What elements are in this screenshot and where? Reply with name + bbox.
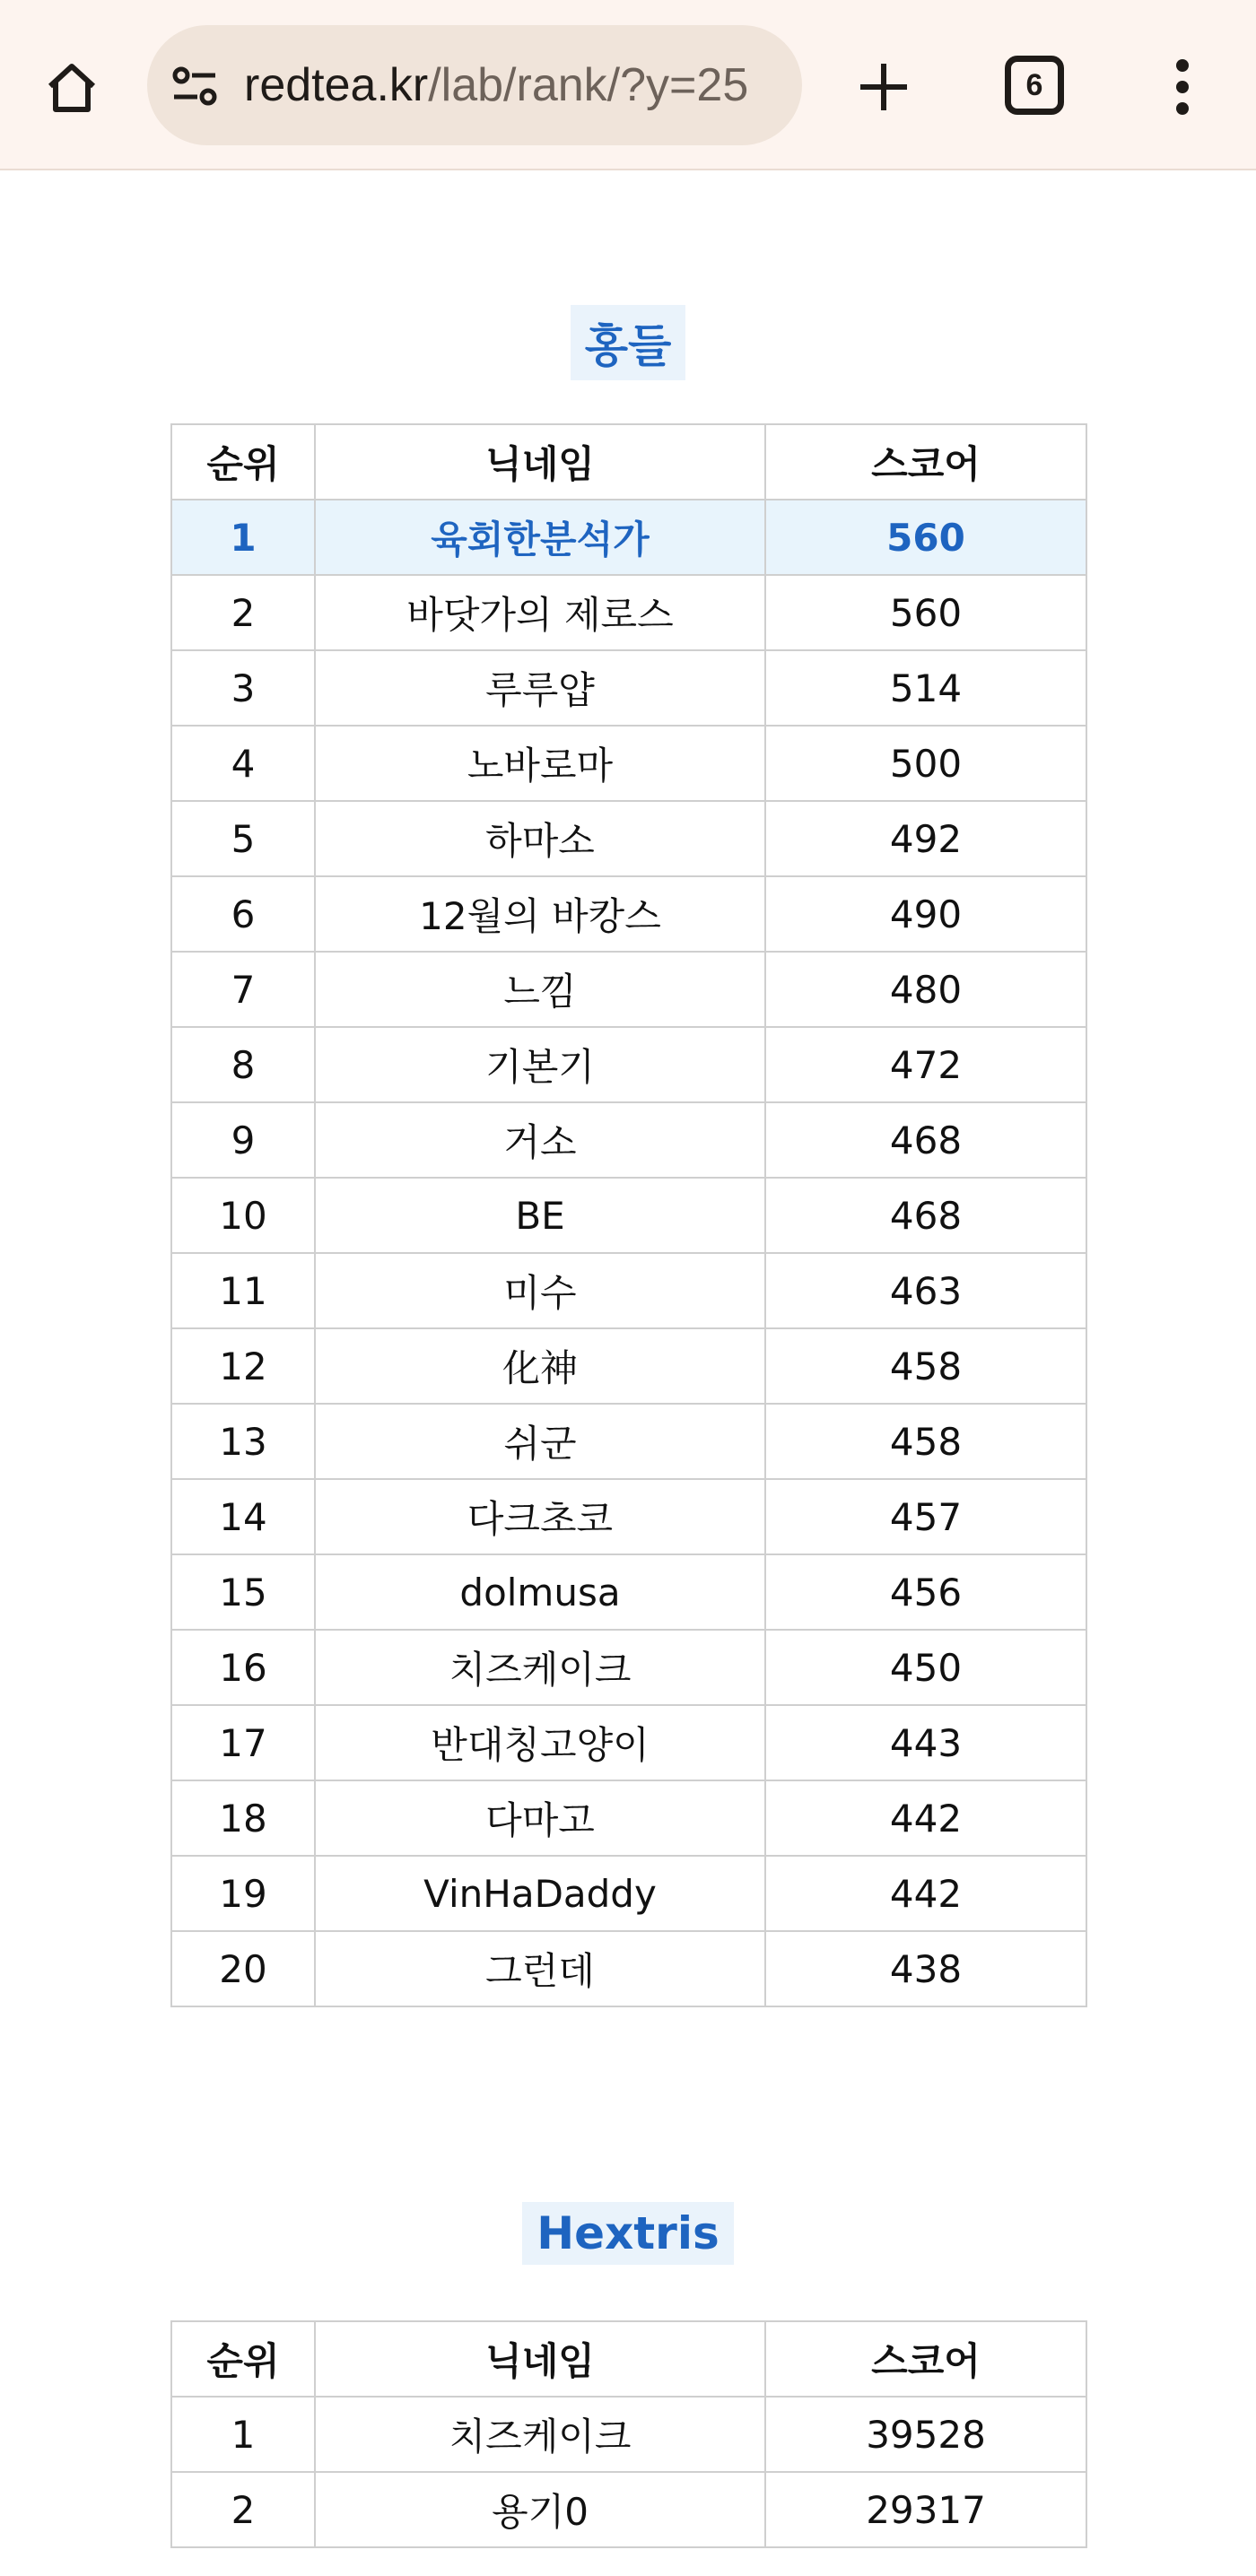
rank-cell: 1: [171, 500, 315, 575]
score-cell: 458: [765, 1328, 1086, 1404]
rank-cell: 7: [171, 952, 315, 1027]
table-row: [171, 575, 1086, 650]
rank-cell: 18: [171, 1780, 315, 1856]
table-row: [171, 876, 1086, 952]
score-cell: 438: [765, 1931, 1086, 2006]
nickname-cell: 반대칭고양이: [315, 1705, 765, 1780]
table-row: [171, 2397, 1086, 2472]
table-row: [171, 1705, 1086, 1780]
table-row: [171, 1404, 1086, 1479]
section-title-text: Hextris: [522, 2202, 733, 2265]
ranking-table: [170, 423, 1087, 2007]
nickname-cell: 미수: [315, 1253, 765, 1328]
nickname-cell: VinHaDaddy: [315, 1856, 765, 1931]
rank-cell: 2: [171, 575, 315, 650]
table-row: [171, 500, 1086, 575]
table-row: [171, 1630, 1086, 1705]
table-row: [171, 1102, 1086, 1178]
ranking-table: [170, 2320, 1087, 2548]
more-menu-icon[interactable]: [1157, 47, 1208, 127]
rank-cell: 9: [171, 1102, 315, 1178]
nickname-cell: 그런데: [315, 1931, 765, 2006]
rank-cell: 14: [171, 1479, 315, 1554]
score-cell: 490: [765, 876, 1086, 952]
nickname-cell: 노바로마: [315, 726, 765, 801]
site-info-icon[interactable]: [170, 63, 221, 109]
url-host: redtea.kr: [244, 59, 429, 111]
url-text[interactable]: [244, 25, 748, 145]
rank-cell: 6: [171, 876, 315, 952]
header-rank: 순위: [171, 2321, 315, 2397]
table-row: [171, 1479, 1086, 1554]
score-cell: 442: [765, 1856, 1086, 1931]
rank-cell: 20: [171, 1931, 315, 2006]
score-cell: 443: [765, 1705, 1086, 1780]
nickname-cell: 용기0: [315, 2472, 765, 2547]
table-row: [171, 1554, 1086, 1630]
nickname-cell: BE: [315, 1178, 765, 1253]
header-rank: 순위: [171, 424, 315, 500]
nickname-cell: 바닷가의 제로스: [315, 575, 765, 650]
nickname-cell: 루루얍: [315, 650, 765, 726]
nickname-cell: 느낌: [315, 952, 765, 1027]
score-cell: 500: [765, 726, 1086, 801]
table-row: [171, 1328, 1086, 1404]
browser-toolbar: [0, 0, 1256, 170]
table-row: [171, 2472, 1086, 2547]
new-tab-icon[interactable]: [843, 47, 924, 127]
score-cell: 492: [765, 801, 1086, 876]
score-cell: 468: [765, 1102, 1086, 1178]
nickname-cell: 기본기: [315, 1027, 765, 1102]
score-cell: 29317: [765, 2472, 1086, 2547]
nickname-cell: 12월의 바캉스: [315, 876, 765, 952]
score-cell: 458: [765, 1404, 1086, 1479]
section-title: [0, 2202, 1256, 2265]
table-row: [171, 1027, 1086, 1102]
rank-cell: 13: [171, 1404, 315, 1479]
rank-cell: 12: [171, 1328, 315, 1404]
table-row: [171, 1178, 1086, 1253]
table-row: [171, 650, 1086, 726]
table-header-row: [171, 2321, 1086, 2397]
rank-cell: 3: [171, 650, 315, 726]
rank-cell: 2: [171, 2472, 315, 2547]
score-cell: 472: [765, 1027, 1086, 1102]
table-row: [171, 801, 1086, 876]
nickname-cell: 쉬군: [315, 1404, 765, 1479]
rank-cell: 19: [171, 1856, 315, 1931]
score-cell: 442: [765, 1780, 1086, 1856]
rank-cell: 15: [171, 1554, 315, 1630]
nickname-cell: 치즈케이크: [315, 2397, 765, 2472]
tab-switcher-icon[interactable]: [1005, 56, 1064, 115]
table-row: [171, 726, 1086, 801]
score-cell: 468: [765, 1178, 1086, 1253]
score-cell: 480: [765, 952, 1086, 1027]
rank-cell: 16: [171, 1630, 315, 1705]
tab-count: 6: [1025, 67, 1043, 102]
header-nickname: 닉네임: [315, 2321, 765, 2397]
header-nickname: 닉네임: [315, 424, 765, 500]
rank-cell: 17: [171, 1705, 315, 1780]
nickname-cell: 하마소: [315, 801, 765, 876]
score-cell: 560: [765, 500, 1086, 575]
score-cell: 450: [765, 1630, 1086, 1705]
nickname-cell: 치즈케이크: [315, 1630, 765, 1705]
nickname-cell: 化神: [315, 1328, 765, 1404]
url-path: /lab/rank/?y=25: [428, 59, 749, 111]
score-cell: 457: [765, 1479, 1086, 1554]
score-cell: 39528: [765, 2397, 1086, 2472]
score-cell: 456: [765, 1554, 1086, 1630]
score-cell: 560: [765, 575, 1086, 650]
table-row: [171, 1253, 1086, 1328]
table-row: [171, 952, 1086, 1027]
nickname-cell: 다크초코: [315, 1479, 765, 1554]
header-score: 스코어: [765, 424, 1086, 500]
home-icon[interactable]: [36, 52, 108, 124]
nickname-cell: 다마고: [315, 1780, 765, 1856]
rank-cell: 8: [171, 1027, 315, 1102]
nickname-cell: dolmusa: [315, 1554, 765, 1630]
rank-cell: 5: [171, 801, 315, 876]
rank-cell: 1: [171, 2397, 315, 2472]
header-score: 스코어: [765, 2321, 1086, 2397]
table-row: [171, 1856, 1086, 1931]
score-cell: 463: [765, 1253, 1086, 1328]
rank-cell: 10: [171, 1178, 315, 1253]
rank-cell: 11: [171, 1253, 315, 1328]
table-row: [171, 1780, 1086, 1856]
table-row: [171, 1931, 1086, 2006]
section-title: [0, 305, 1256, 380]
section-title-text: 홍들: [571, 305, 686, 380]
nickname-cell: 육회한분석가: [315, 500, 765, 575]
table-header-row: [171, 424, 1086, 500]
score-cell: 514: [765, 650, 1086, 726]
address-bar[interactable]: [147, 25, 802, 145]
rank-cell: 4: [171, 726, 315, 801]
nickname-cell: 거소: [315, 1102, 765, 1178]
